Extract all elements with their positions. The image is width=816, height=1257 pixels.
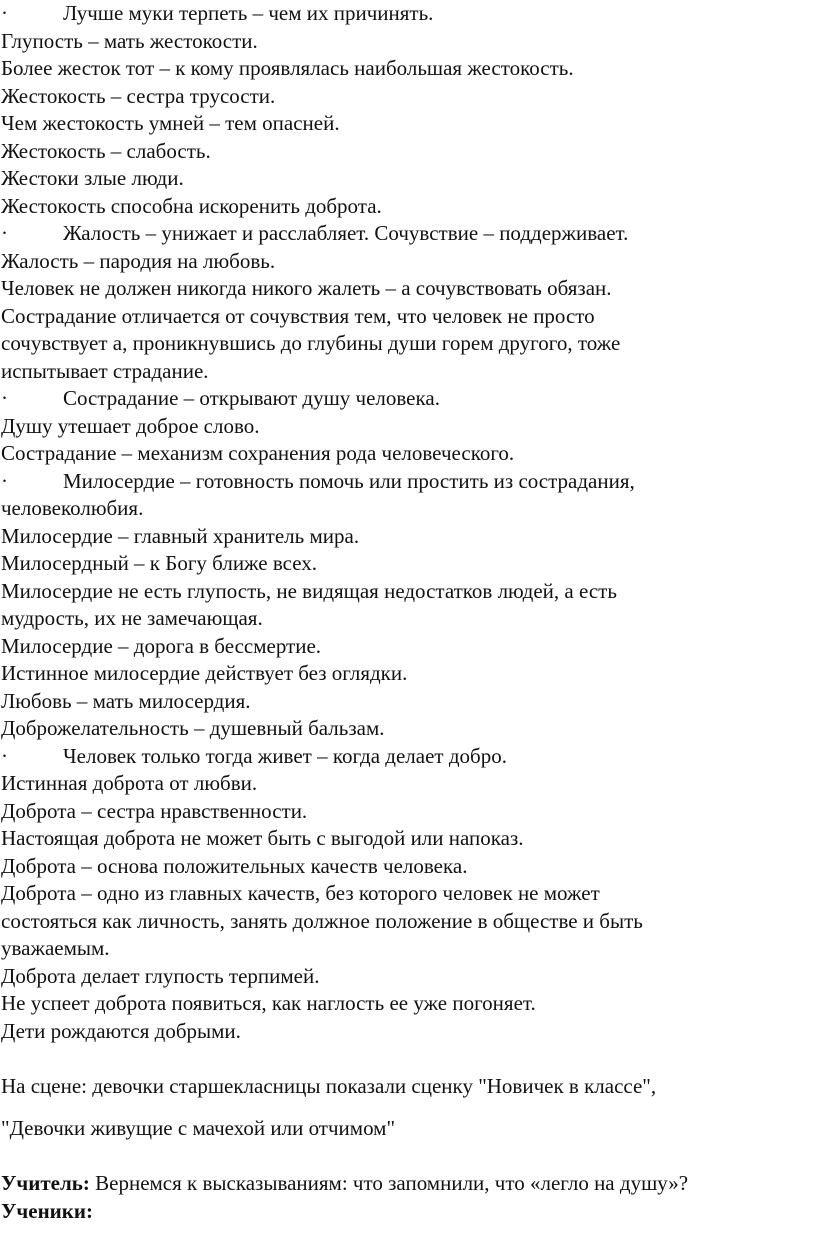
spacer xyxy=(0,1101,816,1115)
teacher-paragraph xyxy=(0,1170,816,1198)
bullet-icon: · xyxy=(1,468,8,493)
quote-line: Сострадание – механизм сохранения рода человеческого. xyxy=(1,441,515,465)
spacer xyxy=(0,1045,816,1073)
quote-line: Милосердие – главный хранитель мира. xyxy=(1,523,360,548)
quote-line: Жалость – пародия на любовь. xyxy=(1,248,276,273)
quote-line: Дети рождаются добрыми. xyxy=(1,1018,241,1043)
quote-line: Не успеет доброта появиться, как наглость ее уже погоняет. xyxy=(1,991,536,1015)
quote-line: Человек не должен никогда никого жалеть – а сочувствовать обязан. xyxy=(1,276,612,300)
bullet-icon: · xyxy=(1,743,8,768)
quote-line: Чем жестокость умней – тем опасней. xyxy=(1,111,340,135)
quote-line: Милосердие не есть глупость, не видящая недостатков людей, а есть xyxy=(1,578,617,603)
quote-line: Глупость – мать жестокости. xyxy=(1,28,258,53)
bullet-icon: · xyxy=(1,221,8,245)
quote-line: Жестокость способна искоренить доброта. xyxy=(1,193,382,218)
bullet-list-item xyxy=(0,0,816,28)
students-label: Ученики: xyxy=(1,1198,93,1223)
spacer xyxy=(0,1142,816,1156)
teacher-text: Вернемся к высказываниям: что запомнили, что «легло на душу»? xyxy=(89,1171,689,1195)
spacer xyxy=(0,1156,816,1170)
quote-line: Доброта – одно из главных качеств, без которого человек не может xyxy=(1,881,600,905)
quote-text: Лучше муки терпеть – чем их причинять. xyxy=(63,1,434,25)
quote-line: Жестокость – сестра трусости. xyxy=(1,83,276,108)
quote-line: Доброта – основа положительных качеств человека. xyxy=(1,853,468,878)
scene-paragraph: На сцене: девочки старшекласницы показали сценку "Новичек в классе", xyxy=(1,1074,657,1098)
quote-line: Доброта – сестра нравственности. xyxy=(1,798,308,823)
quote-line: Настоящая доброта не может быть с выгодой или напоказ. xyxy=(1,826,524,850)
quote-text: Человек только тогда живет – когда делает добро. xyxy=(63,743,507,768)
quote-line: Доброта делает глупость терпимей. xyxy=(1,963,320,988)
quote-text: Милосердие – готовность помочь или простить из сострадания, xyxy=(63,468,635,493)
bullet-list-item xyxy=(0,220,816,248)
quote-line: Милосердный – к Богу ближе всех. xyxy=(1,551,318,575)
bullet-icon: · xyxy=(1,1,8,25)
quote-line: Более жесток тот – к кому проявлялась наибольшая жестокость. xyxy=(1,56,574,80)
teacher-label: Учитель: xyxy=(1,1171,90,1195)
quote-line: Истинное милосердие действует без оглядки. xyxy=(1,661,408,685)
bullet-list-item xyxy=(0,468,816,496)
students-paragraph xyxy=(0,1198,816,1226)
quote-line: Любовь – мать милосердия. xyxy=(1,688,251,713)
quote-line: Истинная доброта от любви. xyxy=(1,771,258,795)
quote-line: Жестокость – слабость. xyxy=(1,138,211,163)
quote-line: уважаемым. xyxy=(1,936,110,960)
quote-line: испытывает страдание. xyxy=(1,358,209,383)
quote-line: Милосердие – дорога в бессмертие. xyxy=(1,633,322,658)
quote-line: мудрость, их не замечающая. xyxy=(1,606,263,630)
bullet-list-item xyxy=(0,743,816,771)
quote-line: человеколюбия. xyxy=(1,496,144,520)
quote-line: сочувствует а, проникнувшись до глубины души горем другого, тоже xyxy=(1,331,621,355)
quote-text: Жалость – унижает и расслабляет. Сочувствие – поддерживает. xyxy=(63,221,629,245)
quote-line: Жестоки злые люди. xyxy=(1,166,184,190)
bullet-list-item xyxy=(0,385,816,413)
quote-line: Сострадание отличается от сочувствия тем, что человек не просто xyxy=(1,303,595,328)
scene-paragraph-2: "Девочки живущие с мачехой или отчимом" xyxy=(1,1115,396,1140)
quote-line: Душу утешает доброе слово. xyxy=(1,413,260,438)
quote-text: Сострадание – открывают душу человека. xyxy=(63,386,440,410)
quote-line: Доброжелательность – душевный бальзам. xyxy=(1,716,385,740)
quote-line: состояться как личность, занять должное положение в обществе и быть xyxy=(1,908,643,933)
bullet-icon: · xyxy=(1,386,8,410)
